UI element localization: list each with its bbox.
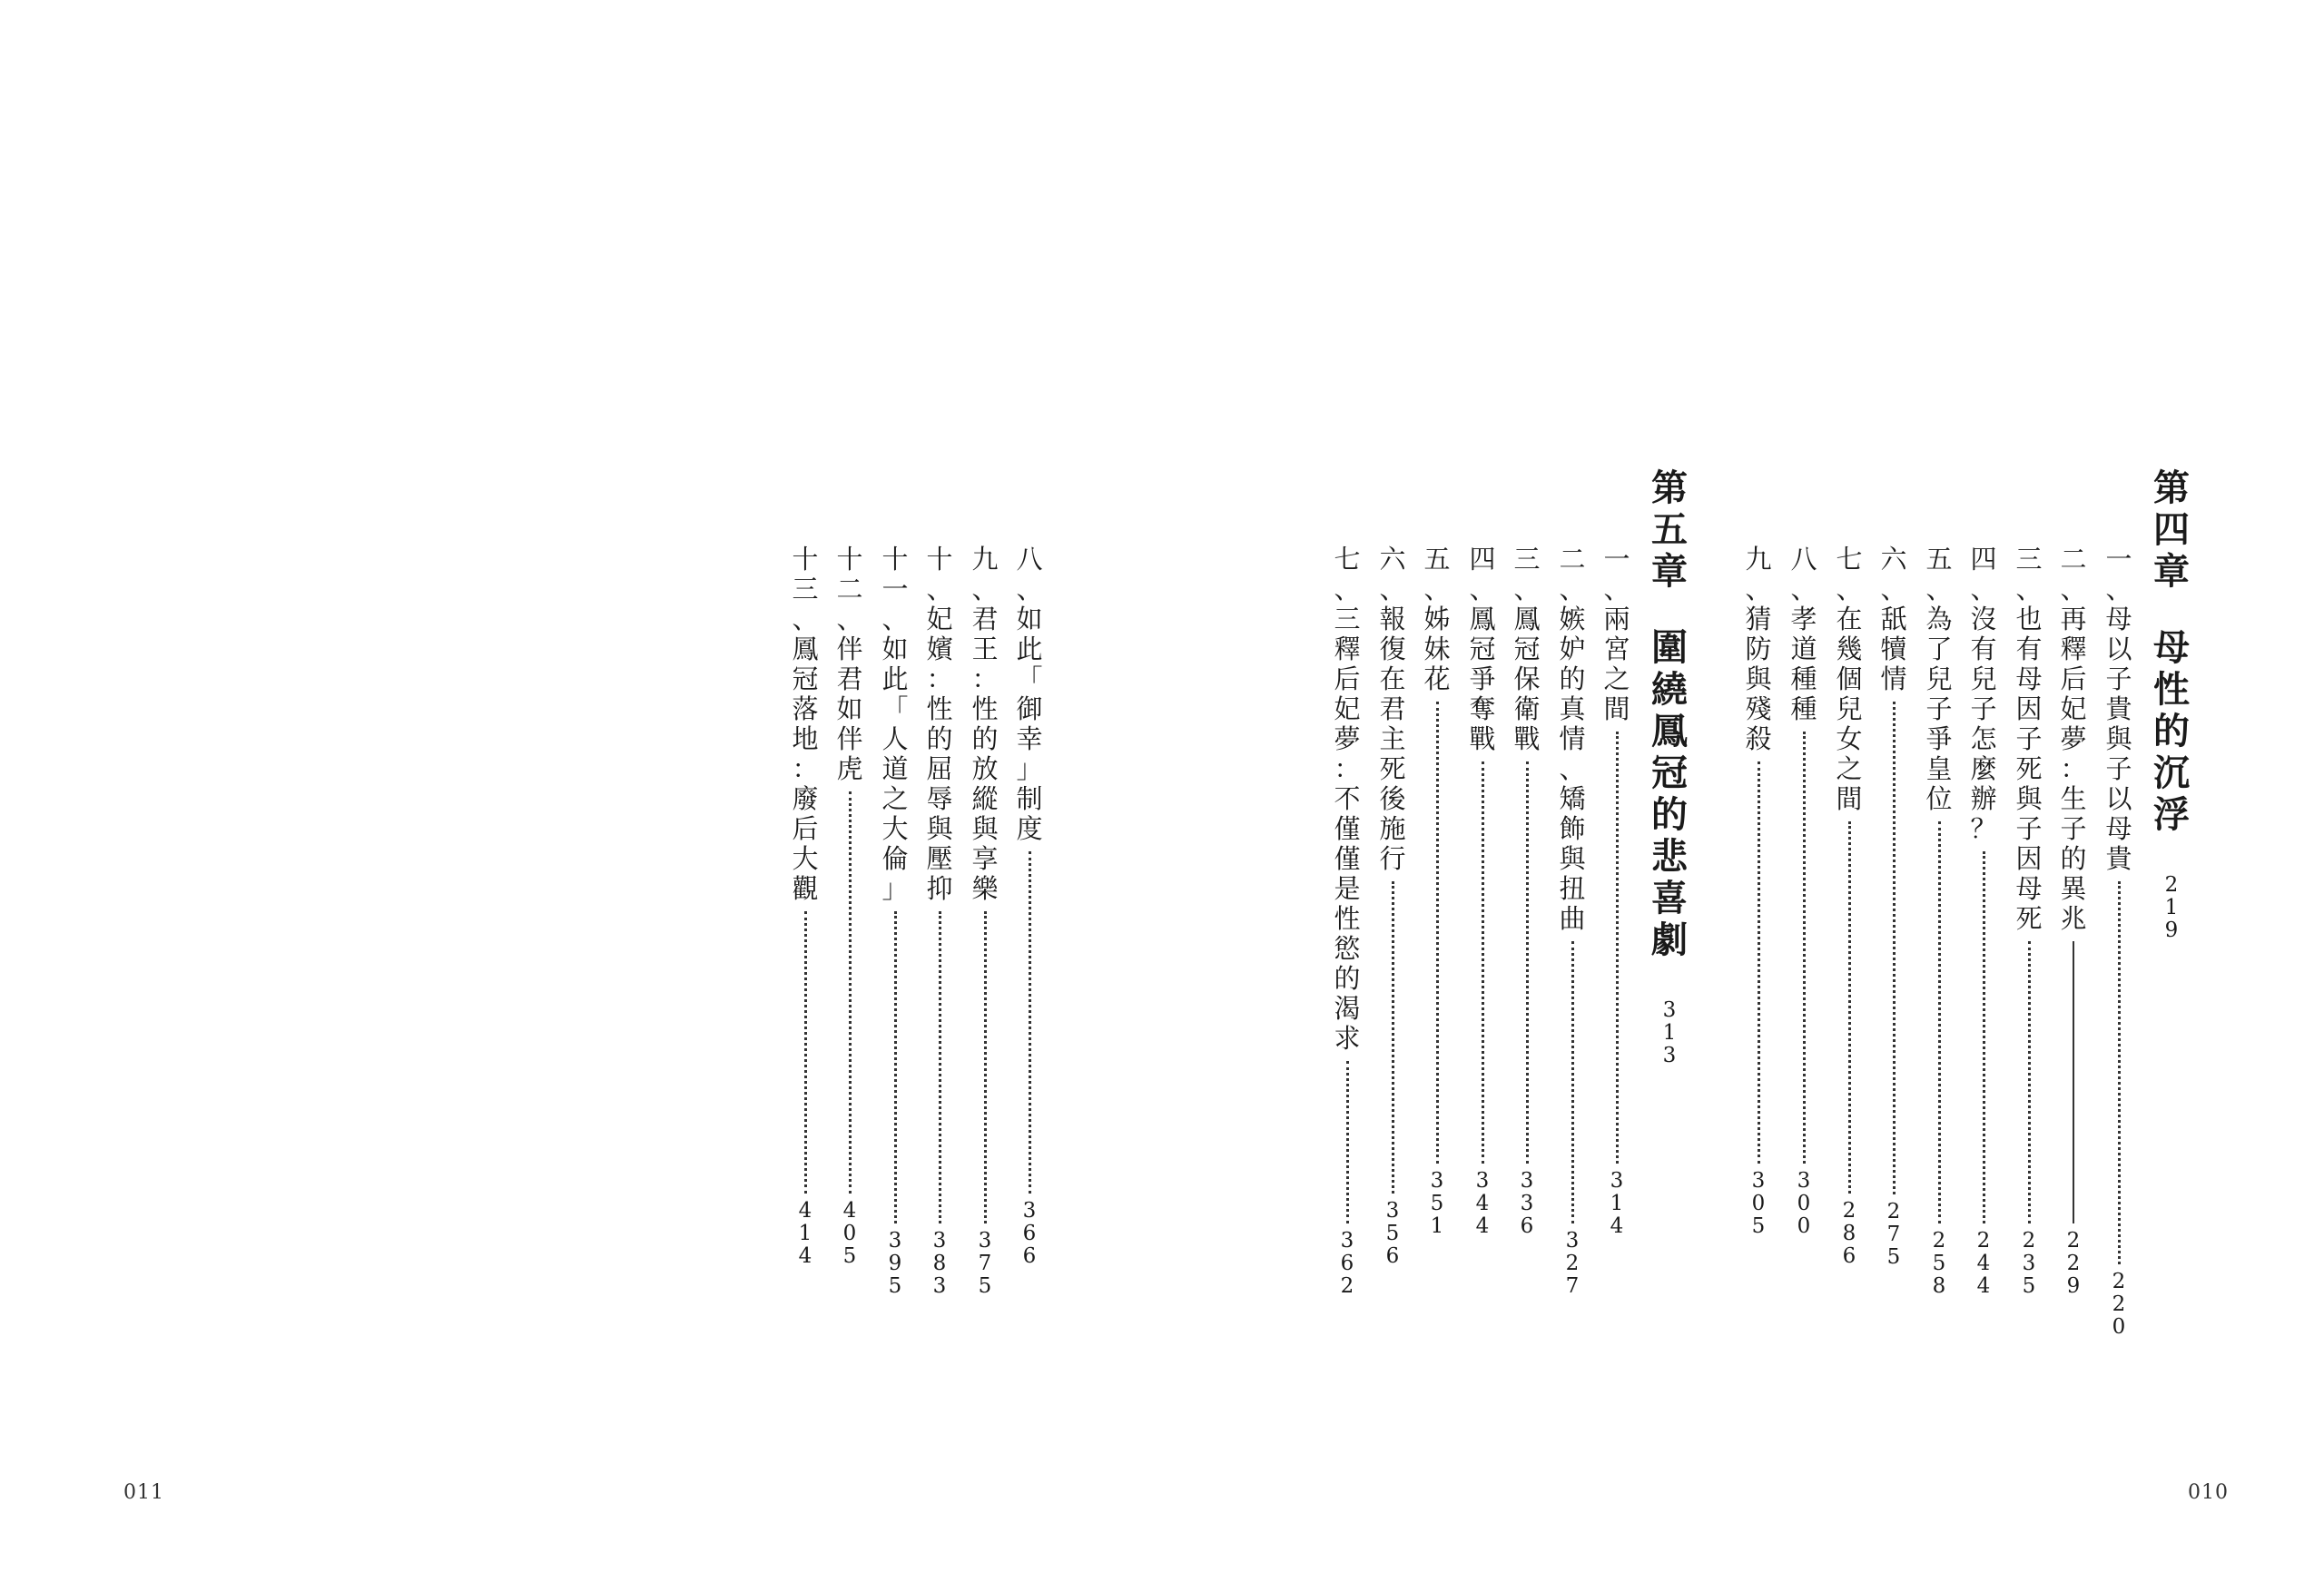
dot-leader — [1938, 821, 1941, 1223]
entry-title: 七 、 在 幾 個 兒 女 之 間 — [1836, 544, 1863, 814]
dot-leader — [1029, 851, 1031, 1194]
toc-entry — [1782, 546, 1826, 1239]
entry-page: 3 4 4 — [1475, 1169, 1490, 1238]
chapter-5-page: 3 1 3 — [1662, 998, 1677, 1067]
entry-page: 3 5 6 — [1385, 1199, 1400, 1268]
toc-entry — [1008, 546, 1051, 1269]
entry-page: 3 3 6 — [1520, 1169, 1534, 1238]
entry-title: 十 一 、 如 此 「 人 道 之 大 倫 」 — [881, 544, 909, 904]
entry-page: 3 1 4 — [1610, 1169, 1624, 1238]
chapter-5-heading — [1644, 467, 1695, 1068]
toc-entry — [1461, 546, 1504, 1239]
toc-entry — [1415, 546, 1459, 1239]
toc-entry — [2007, 546, 2051, 1299]
toc-entry — [2052, 546, 2095, 1299]
dot-leader — [1482, 761, 1484, 1164]
dot-leader — [2073, 941, 2074, 1223]
dot-leader — [1571, 941, 1574, 1223]
entry-page: 3 7 5 — [978, 1229, 992, 1298]
entry-title: 三 、 也 有 母 因 子 死 與 子 因 母 死 — [2015, 544, 2043, 934]
chapter-4-title: 母 性 的 沉 浮 — [2153, 626, 2190, 836]
entry-page: 4 0 5 — [842, 1199, 857, 1268]
entry-page: 3 6 6 — [1022, 1199, 1037, 1268]
toc-entry — [1827, 546, 1871, 1269]
entry-page: 2 7 5 — [1886, 1200, 1901, 1269]
entry-title: 二 、 再 釋 后 妃 夢 ： 生 子 的 異 兆 — [2060, 544, 2087, 934]
dot-leader — [849, 791, 852, 1194]
entry-page: 3 0 5 — [1751, 1169, 1766, 1238]
entry-title: 九 、 君 王 ： 性 的 放 縱 與 享 樂 — [971, 544, 999, 904]
entry-page: 2 2 9 — [2066, 1229, 2081, 1298]
entry-page: 3 0 0 — [1797, 1169, 1811, 1238]
dot-leader — [894, 911, 897, 1223]
dot-leader — [1983, 851, 1985, 1223]
toc-entry — [783, 546, 827, 1269]
chapter-5-title: 圍 繞 鳳 冠 的 悲 喜 劇 — [1651, 626, 1688, 961]
entry-title: 六 、 報 復 在 君 主 死 後 施 行 — [1379, 544, 1406, 874]
dot-leader — [1346, 1061, 1349, 1223]
chapter-4-label: 第 四 章 — [2153, 467, 2190, 593]
entry-page: 2 8 6 — [1842, 1199, 1856, 1268]
toc-entry — [1737, 546, 1780, 1239]
toc-entry — [1371, 546, 1414, 1269]
dot-leader — [804, 911, 807, 1194]
toc-entry — [1872, 546, 1915, 1270]
entry-title: 八 、 如 此 「 御 幸 」 制 度 — [1016, 544, 1043, 844]
toc-entry — [2097, 546, 2141, 1340]
dot-leader — [1392, 881, 1394, 1194]
entry-title: 十 三 、 鳳 冠 落 地 ： 廢 后 大 觀 — [792, 544, 819, 904]
page-number-right: 010 — [2188, 1481, 2229, 1504]
dot-leader — [1526, 761, 1529, 1164]
toc-entry — [873, 546, 917, 1299]
dot-leader — [1758, 761, 1760, 1164]
entry-title: 一 、 母 以 子 貴 與 子 以 母 貴 — [2105, 544, 2132, 874]
toc-entry — [1595, 546, 1639, 1239]
toc-entry — [1325, 546, 1369, 1299]
entry-page: 2 5 8 — [1932, 1229, 1946, 1298]
dot-leader — [1848, 821, 1851, 1194]
dot-leader — [1893, 702, 1896, 1194]
entry-page: 3 8 3 — [932, 1229, 947, 1298]
dot-leader — [1803, 732, 1806, 1164]
toc-entry — [1505, 546, 1549, 1239]
chapter-4-page: 2 1 9 — [2164, 873, 2179, 942]
chapter-4-heading — [2146, 467, 2197, 943]
entry-title: 七 、 三 釋 后 妃 夢 ： 不 僅 僅 是 性 慾 的 渴 求 — [1334, 544, 1361, 1054]
entry-page: 3 2 7 — [1565, 1229, 1580, 1298]
dot-leader — [2118, 881, 2121, 1264]
entry-title: 二 、 嫉 妒 的 真 情 、 矯 飾 與 扭 曲 — [1559, 544, 1586, 934]
entry-title: 四 、 沒 有 兒 子 怎 麼 辦 ？ — [1970, 544, 1997, 844]
entry-title: 十 二 、 伴 君 如 伴 虎 — [836, 544, 863, 784]
entry-page: 3 5 1 — [1430, 1169, 1444, 1238]
entry-page: 3 6 2 — [1340, 1229, 1354, 1298]
entry-title: 三 、 鳳 冠 保 衛 戰 — [1513, 544, 1541, 754]
entry-title: 一 、 兩 宮 之 間 — [1603, 544, 1630, 724]
entry-title: 五 、 姊 妹 花 — [1423, 544, 1451, 694]
toc-entry — [963, 546, 1007, 1299]
chapter-5-label: 第 五 章 — [1651, 467, 1688, 593]
entry-page: 4 1 4 — [798, 1199, 812, 1268]
toc-entry — [918, 546, 961, 1299]
dot-leader — [1436, 702, 1439, 1164]
entry-page: 2 3 5 — [2022, 1229, 2036, 1298]
entry-title: 八 、 孝 道 種 種 — [1790, 544, 1817, 724]
toc-entry — [1917, 546, 1961, 1299]
entry-title: 五 、 為 了 兒 子 爭 皇 位 — [1925, 544, 1953, 814]
entry-page: 2 2 0 — [2112, 1270, 2126, 1339]
entry-title: 六 、 舐 犢 情 — [1880, 544, 1907, 694]
toc-entry — [828, 546, 872, 1269]
entry-page: 2 4 4 — [1976, 1229, 1991, 1298]
dot-leader — [2028, 941, 2031, 1223]
entry-title: 九 、 猜 防 與 殘 殺 — [1745, 544, 1772, 754]
toc-entry — [1962, 546, 2005, 1299]
toc-entry — [1551, 546, 1594, 1299]
dot-leader — [984, 911, 987, 1223]
dot-leader — [1616, 732, 1619, 1164]
entry-title: 四 、 鳳 冠 爭 奪 戰 — [1469, 544, 1496, 754]
dot-leader — [939, 911, 941, 1223]
entry-page: 3 9 5 — [888, 1229, 902, 1298]
entry-title: 十 、 妃 嬪 ： 性 的 屈 辱 與 壓 抑 — [926, 544, 953, 904]
page-number-left: 011 — [123, 1481, 164, 1504]
